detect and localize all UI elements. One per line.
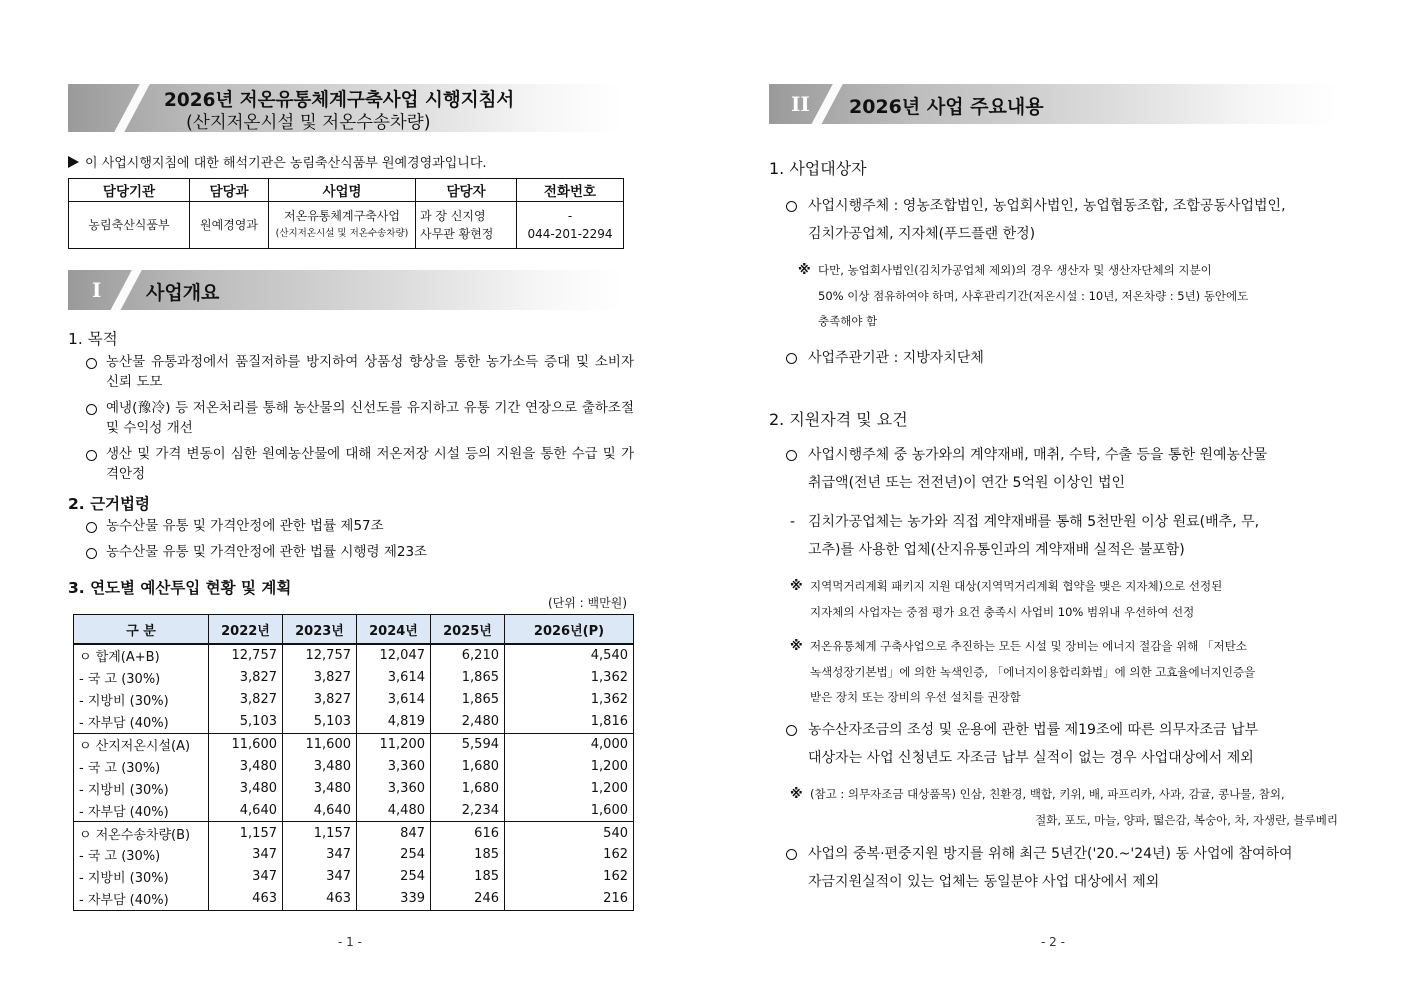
executor-note-line-2: 50% 이상 점유하여야 하며, 사후관리기간(저온시설 : 10년, 저온차량 : 5년) 동안에도 — [818, 288, 1249, 303]
cell-value: 339 — [357, 888, 431, 910]
circle-bullet-icon — [86, 353, 97, 376]
cell-value: 3,614 — [357, 667, 431, 689]
executor-line-1: 사업시행주체 : 영농조합법인, 농업회사법인, 농업협동조합, 조합공동사업법인, — [808, 198, 1286, 214]
cell-value: 3,614 — [357, 689, 431, 711]
budget-header-2023: 2023년 — [283, 615, 357, 645]
cell-value: 347 — [209, 866, 283, 888]
eligibility-note-2-line-2: 녹색성장기본법」에 의한 녹색인증, 「에너지이용합리화법」에 의한 고효율에너지인증을 — [810, 664, 1256, 679]
eligibility-item-1-line-1: 사업시행주체 중 농가와의 계약재배, 매취, 수탁, 수출 등을 통한 원예농산물 — [808, 447, 1268, 463]
page-number: - 2 - — [1041, 935, 1065, 949]
contact-manager-officer: 사무관 황현정 — [420, 227, 494, 241]
row-label: - 지방비 (30%) — [74, 689, 209, 711]
cell-value: 347 — [283, 866, 357, 888]
row-label: - 자부담 (40%) — [74, 799, 209, 821]
dash-bullet: - — [790, 514, 796, 530]
eligibility-note-3-line-1: (참고 : 의무자조금 대상품목) 인삼, 친환경, 백합, 키위, 배, 파프리카, 사과, 감귤, 콩나물, 참외, — [810, 787, 1285, 801]
contact-header-department: 담당과 — [190, 179, 269, 202]
cell-value: 1,157 — [209, 822, 283, 844]
table-row — [74, 733, 634, 755]
eligibility-heading: 2. 지원자격 및 요건 — [769, 410, 908, 429]
table-row — [74, 644, 634, 667]
contact-agency: 농림축산식품부 — [69, 202, 190, 249]
budget-header-2022: 2022년 — [209, 615, 283, 645]
eligibility-item-1-line-2: 취급액(전년 또는 전전년)이 연간 5억원 이상인 법인 — [808, 475, 1126, 491]
contact-project-name: 저온유통체계구축사업 — [284, 209, 400, 223]
table-row — [74, 711, 634, 733]
contact-manager-chief: 과 장 신지영 — [420, 209, 486, 223]
section-2-banner — [769, 84, 1337, 124]
row-label: - 국 고 (30%) — [74, 844, 209, 866]
cell-value: 11,600 — [209, 733, 283, 755]
budget-unit: (단위 : 백만원) — [548, 596, 627, 610]
row-label: - 지방비 (30%) — [74, 866, 209, 888]
row-label: ㅇ 저온수송차량(B) — [74, 822, 209, 844]
cell-value: 1,200 — [505, 777, 634, 799]
document-title: 2026년 저온유통체계구축사업 시행지침서 — [164, 90, 515, 111]
contact-header-phone: 전화번호 — [517, 179, 624, 202]
row-label: ㅇ 합계(A+B) — [74, 644, 209, 667]
contact-project-scope: (산지저온시설 및 저온수송차량) — [275, 228, 409, 239]
cell-value: 1,200 — [505, 755, 634, 777]
cell-value: 3,827 — [283, 667, 357, 689]
eligibility-item-2-line-2: 대상자는 사업 신청년도 자조금 납부 실적이 없는 경우 사업대상에서 제외 — [808, 750, 1254, 766]
contact-manager — [416, 202, 517, 249]
targets-heading: 1. 사업대상자 — [769, 159, 867, 178]
note-mark-icon: ※ — [790, 787, 803, 802]
section-1-title: 사업개요 — [146, 282, 220, 304]
contact-project — [269, 202, 416, 249]
purpose-heading: 1. 목적 — [68, 330, 118, 348]
circle-bullet-icon — [786, 716, 797, 746]
cell-value: 5,103 — [209, 711, 283, 733]
table-row — [74, 844, 634, 866]
cell-value: 3,480 — [209, 755, 283, 777]
banner-slash-decoration — [102, 270, 144, 310]
executor-line-2: 김치가공업체, 지자체(푸드플랜 한정) — [808, 226, 1036, 242]
circle-bullet-icon — [86, 399, 97, 422]
cell-value: 347 — [283, 844, 357, 866]
eligibility-note-2-line-3: 받은 장치 또는 장비의 우선 설치를 권장함 — [810, 690, 1021, 704]
section-2-numeral: II — [791, 92, 810, 116]
cell-value: 4,640 — [283, 799, 357, 821]
note-mark-icon: ※ — [798, 263, 811, 278]
row-label: - 국 고 (30%) — [74, 755, 209, 777]
section-1-banner — [68, 270, 622, 310]
cell-value: 11,600 — [283, 733, 357, 755]
contact-phone-number: 044-201-2294 — [527, 227, 613, 241]
eligibility-item-2-line-1: 농수산자조금의 조성 및 운용에 관한 법률 제19조에 따른 의무자조금 납부 — [808, 722, 1259, 738]
circle-bullet-icon — [786, 441, 797, 471]
kimchi-line-2: 고추)를 사용한 업체(산지유통인과의 계약재배 실적은 불포함) — [808, 542, 1185, 558]
row-label: - 자부담 (40%) — [74, 711, 209, 733]
cell-value: 847 — [357, 822, 431, 844]
cell-value: 6,210 — [431, 644, 505, 667]
cell-value: 3,360 — [357, 755, 431, 777]
eligibility-note-2-line-1: 저온유통체계 구축사업으로 추진하는 모든 시설 및 장비는 에너지 절감을 위해 「저탄소 — [810, 639, 1247, 653]
cell-value: 2,234 — [431, 799, 505, 821]
cell-value: 254 — [357, 866, 431, 888]
contact-phone — [517, 202, 624, 249]
cell-value: 1,865 — [431, 689, 505, 711]
cell-value: 246 — [431, 888, 505, 910]
cell-value: 162 — [505, 866, 634, 888]
supervisor-text: 사업주관기관 : 지방자치단체 — [808, 350, 984, 366]
circle-bullet-icon — [86, 517, 97, 540]
circle-bullet-icon — [86, 445, 97, 468]
cell-value: 3,480 — [283, 777, 357, 799]
cell-value: 540 — [505, 822, 634, 844]
arrow-bullet-icon — [68, 156, 79, 168]
executor-note-line-3: 충족해야 함 — [818, 314, 878, 328]
cell-value: 4,480 — [357, 799, 431, 821]
table-row — [74, 822, 634, 844]
cell-value: 11,200 — [357, 733, 431, 755]
legal-basis-heading: 2. 근거법령 — [68, 495, 150, 513]
cell-value: 5,594 — [431, 733, 505, 755]
circle-bullet-icon — [786, 192, 797, 222]
cell-value: 3,480 — [283, 755, 357, 777]
cell-value: 12,757 — [283, 644, 357, 667]
row-label: - 자부담 (40%) — [74, 888, 209, 910]
cell-value: 347 — [209, 844, 283, 866]
cell-value: 1,816 — [505, 711, 634, 733]
cell-value: 4,540 — [505, 644, 634, 667]
cell-value: 463 — [283, 888, 357, 910]
contact-header-project: 사업명 — [269, 179, 416, 202]
eligibility-note-1-line-2: 지자체의 사업자는 중점 평가 요건 충족시 사업비 10% 범위내 우선하여 선정 — [810, 604, 1195, 619]
budget-header-category: 구 분 — [74, 615, 209, 645]
executor-note-line-1: 다만, 농업회사법인(김치가공업체 제외)의 경우 생산자 및 생산자단체의 지분이 — [818, 263, 1212, 277]
circle-bullet-icon — [786, 344, 797, 374]
cell-value: 12,047 — [357, 644, 431, 667]
budget-header-2025: 2025년 — [431, 615, 505, 645]
cell-value: 12,757 — [209, 644, 283, 667]
budget-header-2026: 2026년(P) — [505, 615, 634, 645]
cell-value: 185 — [431, 844, 505, 866]
cell-value: 3,827 — [209, 667, 283, 689]
kimchi-line-1: 김치가공업체는 농가와 직접 계약재배를 통해 5천만원 이상 원료(배추, 무, — [808, 514, 1260, 530]
cell-value: 1,680 — [431, 755, 505, 777]
document-subtitle: (산지저온시설 및 저온수송차량) — [186, 113, 431, 132]
cell-value: 3,480 — [209, 777, 283, 799]
budget-header-2024: 2024년 — [357, 615, 431, 645]
budget-heading: 3. 연도별 예산투입 현황 및 계획 — [68, 579, 292, 597]
eligibility-item-3-line-2: 자금지원실적이 있는 업체는 동일분야 사업 대상에서 제외 — [808, 874, 1160, 890]
cell-value: 3,827 — [283, 689, 357, 711]
table-row — [74, 755, 634, 777]
table-row — [74, 667, 634, 689]
eligibility-note-1-line-1: 지역먹거리계획 패키지 지원 대상(지역먹거리계획 협약을 맺은 지자체)으로 선정된 — [810, 579, 1223, 593]
contact-header-manager: 담당자 — [416, 179, 517, 202]
contact-header-agency: 담당기관 — [69, 179, 190, 202]
table-row — [74, 777, 634, 799]
cell-value: 616 — [431, 822, 505, 844]
section-2-title: 2026년 사업 주요내용 — [849, 96, 1044, 118]
contact-phone-dash: - — [567, 209, 573, 223]
cell-value: 254 — [357, 844, 431, 866]
cell-value: 216 — [505, 888, 634, 910]
banner-slash-decoration — [110, 84, 152, 132]
document-title-banner — [68, 84, 622, 132]
cell-value: 463 — [209, 888, 283, 910]
eligibility-item-3-line-1: 사업의 중복·편중지원 방지를 위해 최근 5년간('20.~'24년) 동 사업에 참여하여 — [808, 846, 1293, 862]
cell-value: 1,600 — [505, 799, 634, 821]
page-1: 2026년 저온유통체계구축사업 시행지침서 (산지저온시설 및 저온수송차량) 이 사업시행지침에 대한 해석기관은 농림축산식품부 원예경영과입니다. 담당기관 담당과 사업명 담당자 전화번호 농림축산식품부 원예경영과 저온유통체계구축사업 (산지저온시설 및 저온수송차량) 과 장 신지영 사무관 황현정 - 044-201-2294 I 사업개요 1. 목적 농산물 유통과정에서 품질저하를 방지하여 상품성 향상을 통한 농가소득 증대 및 소비자 신뢰 도모 예냉(豫冷) 등 저온처리를 통해 농산물의 신선도를 유지하고 유통 기간 연장으로 출하조절 및 수익성 개선 생산 및 가격 변동이 심한 원예농산물에 대해 저온저장 시설 등의 지원을 통한 수급 및 가격안정 2. 근거법령 농수산물 유통 및 가격안정에 관한 법률 제57조 농수산물 유통 및 가격안정에 관한 법률 시행령 제23조 3. 연도별 예산투입 현황 및 계획 (단위 : 백만원) 구 분 2022년 2023년 2024년 2025년 2026년(P) ㅇ 합계(A+B) 12,757 12,757 12,047 6,210 4,540 - 국 고 (30%) 3,827 3,827 3,614 1,865 1,362 - 지방비 (30%) 3,827 3,827 3,614 1,865 1,362 - 자부담 (40%) 5,103 5,103 4,819 2,480 1,816 ㅇ 산지저온시설(A) 11,600 11,600 11,200 5,594 4,000 - 국 고 (30%) 3,480 3,480 3,360 1,680 1,200 - 지방비 (30%) 3,480 3,480 3,360 1,680 1,200 - 자부담 (40%) 4,640 4,640 4,480 2,234 1,600 ㅇ 저온수송차량(B) 1,157 1,157 847 616 540 - 국 고 (30%) 347 347 254 185 162 - 지방비 (30%) 347 347 254 185 162 - 자부담 (40%) 463 463 339 246 216 - 1 - — [0, 0, 701, 992]
cell-value: 162 — [505, 844, 634, 866]
contact-department: 원예경영과 — [190, 202, 269, 249]
circle-bullet-icon — [786, 840, 797, 870]
cell-value: 185 — [431, 866, 505, 888]
cell-value: 1,680 — [431, 777, 505, 799]
row-label: ㅇ 산지저온시설(A) — [74, 733, 209, 755]
note-mark-icon: ※ — [790, 579, 803, 594]
table-row — [74, 888, 634, 910]
eligibility-note-3-line-2: 절화, 포도, 마늘, 양파, 떫은감, 복숭아, 차, 자생란, 블루베리 — [1035, 812, 1338, 827]
table-row — [74, 689, 634, 711]
page-number: - 1 - — [338, 935, 362, 949]
circle-bullet-icon — [86, 543, 97, 566]
intro-statement: 이 사업시행지침에 대한 해석기관은 농림축산식품부 원예경영과입니다. — [68, 152, 628, 171]
cell-value: 4,640 — [209, 799, 283, 821]
section-1-numeral: I — [92, 278, 102, 302]
cell-value: 1,157 — [283, 822, 357, 844]
cell-value: 3,360 — [357, 777, 431, 799]
row-label: - 지방비 (30%) — [74, 777, 209, 799]
table-row — [74, 799, 634, 821]
cell-value: 1,865 — [431, 667, 505, 689]
page-2 — [702, 0, 1403, 992]
cell-value: 5,103 — [283, 711, 357, 733]
cell-value: 1,362 — [505, 689, 634, 711]
cell-value: 2,480 — [431, 711, 505, 733]
row-label: - 국 고 (30%) — [74, 667, 209, 689]
budget-table — [73, 614, 634, 911]
table-row — [74, 866, 634, 888]
cell-value: 3,827 — [209, 689, 283, 711]
cell-value: 4,819 — [357, 711, 431, 733]
note-mark-icon: ※ — [790, 639, 803, 654]
cell-value: 1,362 — [505, 667, 634, 689]
cell-value: 4,000 — [505, 733, 634, 755]
contact-table — [68, 178, 624, 249]
